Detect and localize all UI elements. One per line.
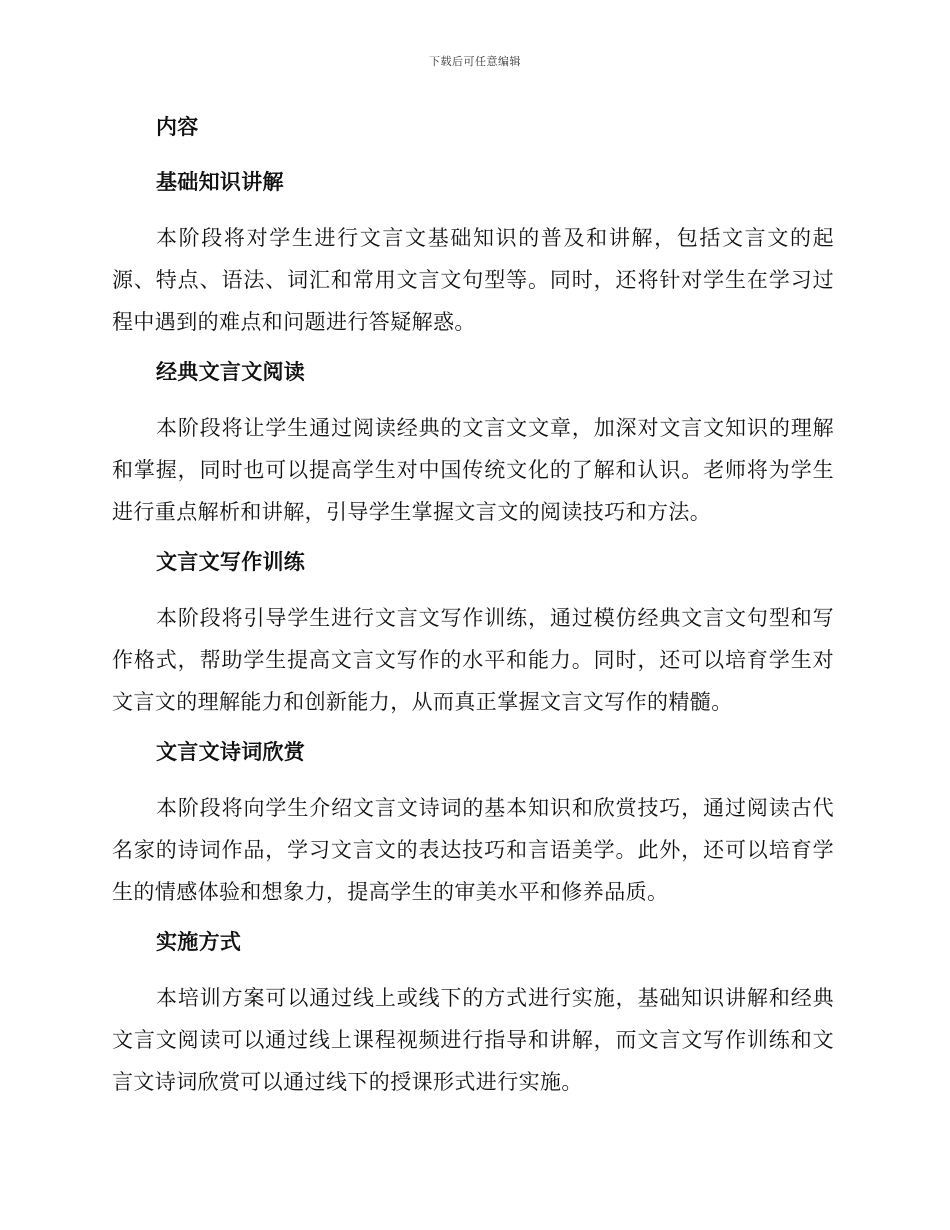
section-basic-knowledge: [112, 165, 834, 343]
section-paragraph: 本阶段将向学生介绍文言文诗词的基本知识和欣赏技巧，通过阅读古代名家的诗词作品，学习文言文的表达技巧和言语美学。此外，还可以培育学生的情感体验和想象力，提高学生的审美水平和修养品质。: [112, 796, 834, 904]
section-heading: 文言文写作训练: [156, 550, 306, 574]
section-paragraph: 本阶段将让学生通过阅读经典的文言文文章，加深对文言文知识的理解和掌握，同时也可以提高学生对中国传统文化的了解和认识。老师将为学生进行重点解析和讲解，引导学生掌握文言文的阅读技巧和方法。: [112, 416, 834, 524]
section-paragraph: 本阶段将引导学生进行文言文写作训练，通过模仿经典文言文句型和写作格式，帮助学生提高文言文写作的水平和能力。同时，还可以培育学生对文言文的理解能力和创新能力，从而真正掌握文言文写作的精髓。: [112, 606, 834, 714]
section-heading: 基础知识讲解: [156, 170, 284, 194]
section-paragraph: 本阶段将对学生进行文言文基础知识的普及和讲解，包括文言文的起源、特点、语法、词汇和常用文言文句型等。同时，还将针对学生在学习过程中遇到的难点和问题进行答疑解惑。: [112, 226, 834, 334]
header-note: 下载后可任意编辑: [429, 55, 521, 68]
content-title: 内容: [156, 115, 199, 139]
section-heading: 实施方式: [156, 930, 242, 954]
section-writing-training: [112, 545, 834, 723]
section-paragraph: 本培训方案可以通过线上或线下的方式进行实施，基础知识讲解和经典文言文阅读可以通过线上课程视频进行指导和讲解，而文言文写作训练和文言文诗词欣赏可以通过线下的授课形式进行实施。: [112, 986, 834, 1094]
section-heading: 文言文诗词欣赏: [156, 740, 306, 764]
document-content: [112, 110, 834, 1115]
section-implementation: [112, 925, 834, 1103]
section-classic-reading: [112, 355, 834, 533]
section-poetry-appreciation: [112, 735, 834, 913]
section-heading: 经典文言文阅读: [156, 360, 306, 384]
